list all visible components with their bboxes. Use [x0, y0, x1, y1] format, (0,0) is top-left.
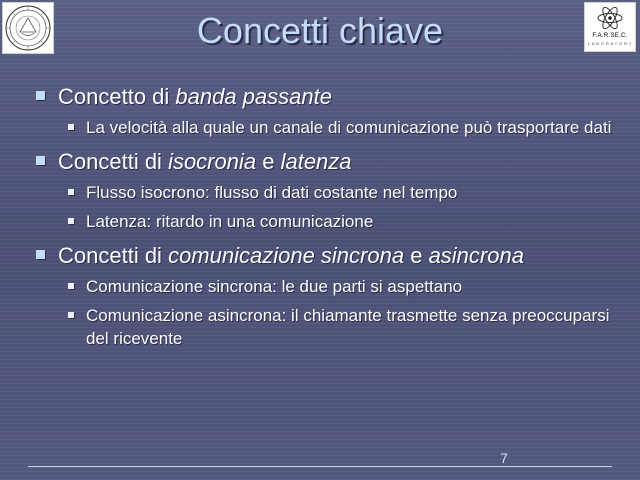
square-bullet-icon — [36, 156, 45, 165]
bullet-text-connector: e — [404, 243, 429, 268]
bullet-point — [34, 243, 620, 269]
bullet-emphasis: asincrona — [428, 243, 524, 268]
small-square-bullet-icon — [68, 283, 74, 289]
university-seal-logo — [2, 2, 54, 54]
small-square-bullet-icon — [68, 312, 74, 318]
sub-bullet-text: Comunicazione sincrona: le due parti si aspettano — [86, 277, 463, 296]
bullet-text: Concetti di — [58, 243, 169, 268]
farsec-logo-caption: F.A.R.SE.C. — [592, 33, 628, 39]
bullet-text-connector: e — [256, 149, 281, 174]
small-square-bullet-icon — [68, 189, 74, 195]
slide-title: Concetti chiave — [196, 10, 444, 51]
square-bullet-icon — [36, 250, 45, 259]
bullet-emphasis: banda passante — [175, 84, 332, 109]
farsec-logo-subcaption: L A B O R A T O R Y — [588, 41, 632, 46]
sub-bullet-point — [62, 116, 620, 139]
small-square-bullet-icon — [68, 124, 74, 130]
sub-bullet-point — [62, 275, 620, 298]
bullet-point — [34, 149, 620, 175]
bullet-emphasis: comunicazione sincrona — [168, 243, 405, 268]
sub-bullet-text: La velocità alla quale un canale di comunicazione può trasportare dati — [86, 118, 612, 137]
atom-icon — [585, 3, 635, 33]
sub-bullet-point — [62, 181, 620, 204]
footer-divider — [28, 466, 612, 467]
sub-bullet-text: Comunicazione asincrona: il chiamante trasmette senza preoccuparsi del ricevente — [86, 306, 610, 348]
bullet-emphasis: latenza — [280, 149, 352, 174]
seal-icon — [3, 3, 53, 53]
bullet-emphasis: isocronia — [168, 149, 257, 174]
bullet-text: Concetti di — [58, 149, 169, 174]
sub-bullet-text: Latenza: ritardo in una comunicazione — [86, 212, 374, 231]
bullet-list — [34, 84, 620, 356]
farsec-logo — [584, 2, 636, 52]
sub-bullet-point — [62, 210, 620, 233]
small-square-bullet-icon — [68, 218, 74, 224]
page-number: 7 — [500, 450, 508, 466]
square-bullet-icon — [36, 91, 45, 100]
bullet-point — [34, 84, 620, 110]
sub-bullet-point — [62, 304, 620, 350]
bullet-text: Concetto di — [58, 84, 176, 109]
sub-bullet-text: Flusso isocrono: flusso di dati costante nel tempo — [86, 183, 458, 202]
